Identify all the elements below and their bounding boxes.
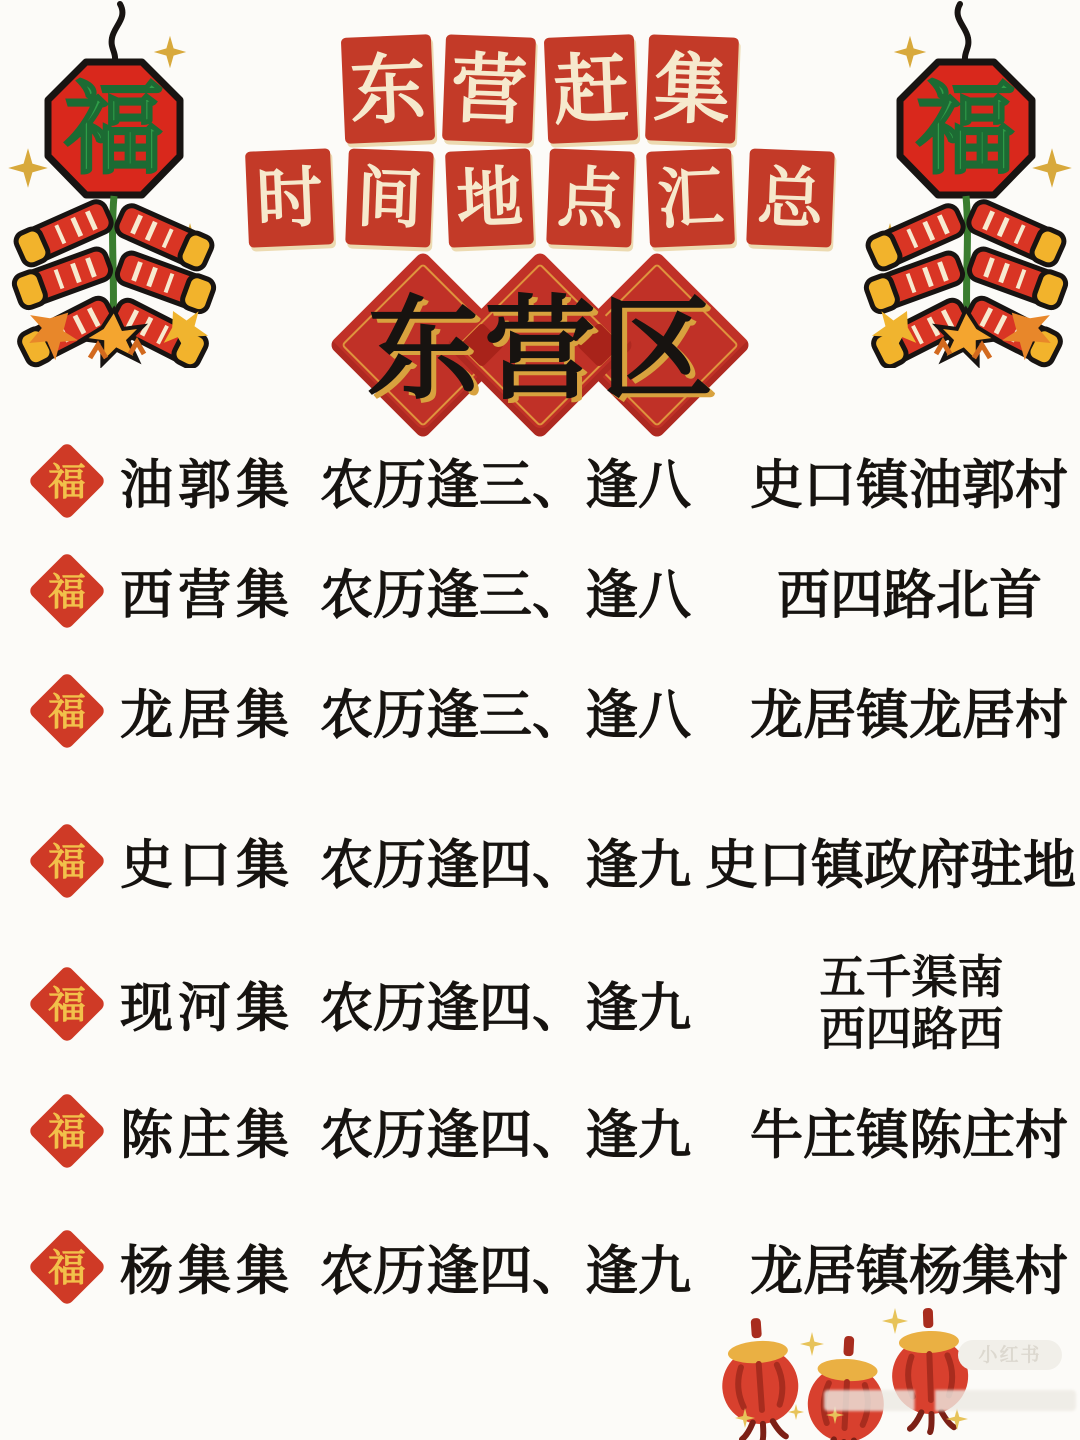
fu-character: 福 [47,689,86,734]
fu-character: 福 [47,459,86,504]
fu-diamond-icon [28,1092,106,1170]
title-tile: 点 [546,148,635,247]
fu-character: 福 [47,569,86,614]
market-name: 西营集 [120,564,294,626]
watermark-id-line [824,1390,1076,1411]
market-row [28,672,1068,750]
fu-diamond-icon [28,672,106,750]
market-location-line2: 西四路西 [819,1001,1004,1056]
fu-character: 福 [47,1109,86,1154]
market-schedule: 农历逢四、逢九 [320,1240,691,1302]
market-schedule: 农历逢四、逢九 [320,976,691,1039]
market-row [28,1092,1068,1170]
market-location: 史口镇油郭村 [750,454,1068,516]
title-tile: 汇 [646,148,735,247]
market-schedule: 农历逢四、逢九 [320,834,691,896]
title-tile: 间 [346,148,435,247]
market-name: 杨集集 [120,1240,294,1302]
market-location: 西四路北首 [777,564,1042,626]
fu-diamond-icon [28,965,106,1043]
market-location: 龙居镇龙居村 [750,684,1068,746]
market-row [28,1228,1068,1306]
fu-character: 福 [47,981,86,1027]
lantern-icon [876,1304,985,1440]
market-location: 龙居镇杨集村 [750,1240,1068,1302]
fu-character: 福 [47,839,86,884]
section-title-char: 区 [601,284,713,416]
fu-character: 福 [47,1245,86,1290]
market-location: 史口镇政府驻地 [705,834,1076,896]
market-name: 油郭集 [120,454,294,516]
market-schedule: 农历逢三、逢八 [320,564,691,626]
market-location [705,952,1068,1055]
market-name: 陈庄集 [120,1104,294,1166]
watermark-logo: 小红书 [958,1340,1062,1370]
market-schedule: 农历逢四、逢九 [320,1104,691,1166]
lantern-decoration [876,1304,985,1440]
market-row [28,952,1068,1055]
fu-character: 福 [64,71,164,188]
fu-diamond-icon [28,1228,106,1306]
market-row [28,822,1076,900]
market-location-line1: 五千渠南 [819,950,1004,1004]
market-location: 牛庄镇陈庄村 [750,1104,1068,1166]
title-tile: 营 [442,34,536,143]
market-schedule: 农历逢三、逢八 [320,684,691,746]
fu-diamond-icon [28,442,106,520]
market-name: 龙居集 [120,684,294,746]
fu-diamond-icon [28,552,106,630]
fu-diamond-icon [28,822,106,900]
market-row [28,442,1068,520]
poster-title-line2 [0,150,1080,246]
title-tile: 时 [245,148,334,247]
fu-character: 福 [916,71,1016,188]
section-title-char: 营 [484,284,596,416]
market-schedule: 农历逢三、逢八 [320,454,691,516]
section-title-char: 东 [367,284,479,416]
title-tile: 总 [746,148,835,247]
market-name: 现河集 [120,976,294,1039]
title-tile: 东 [341,34,435,144]
poster-title-line1 [0,36,1080,142]
market-row [28,552,1068,630]
section-title-dongying-district [300,258,780,438]
title-tile: 地 [445,148,534,247]
market-name: 史口集 [120,834,294,896]
title-tile: 赶 [543,34,637,144]
title-tile: 集 [645,34,739,143]
